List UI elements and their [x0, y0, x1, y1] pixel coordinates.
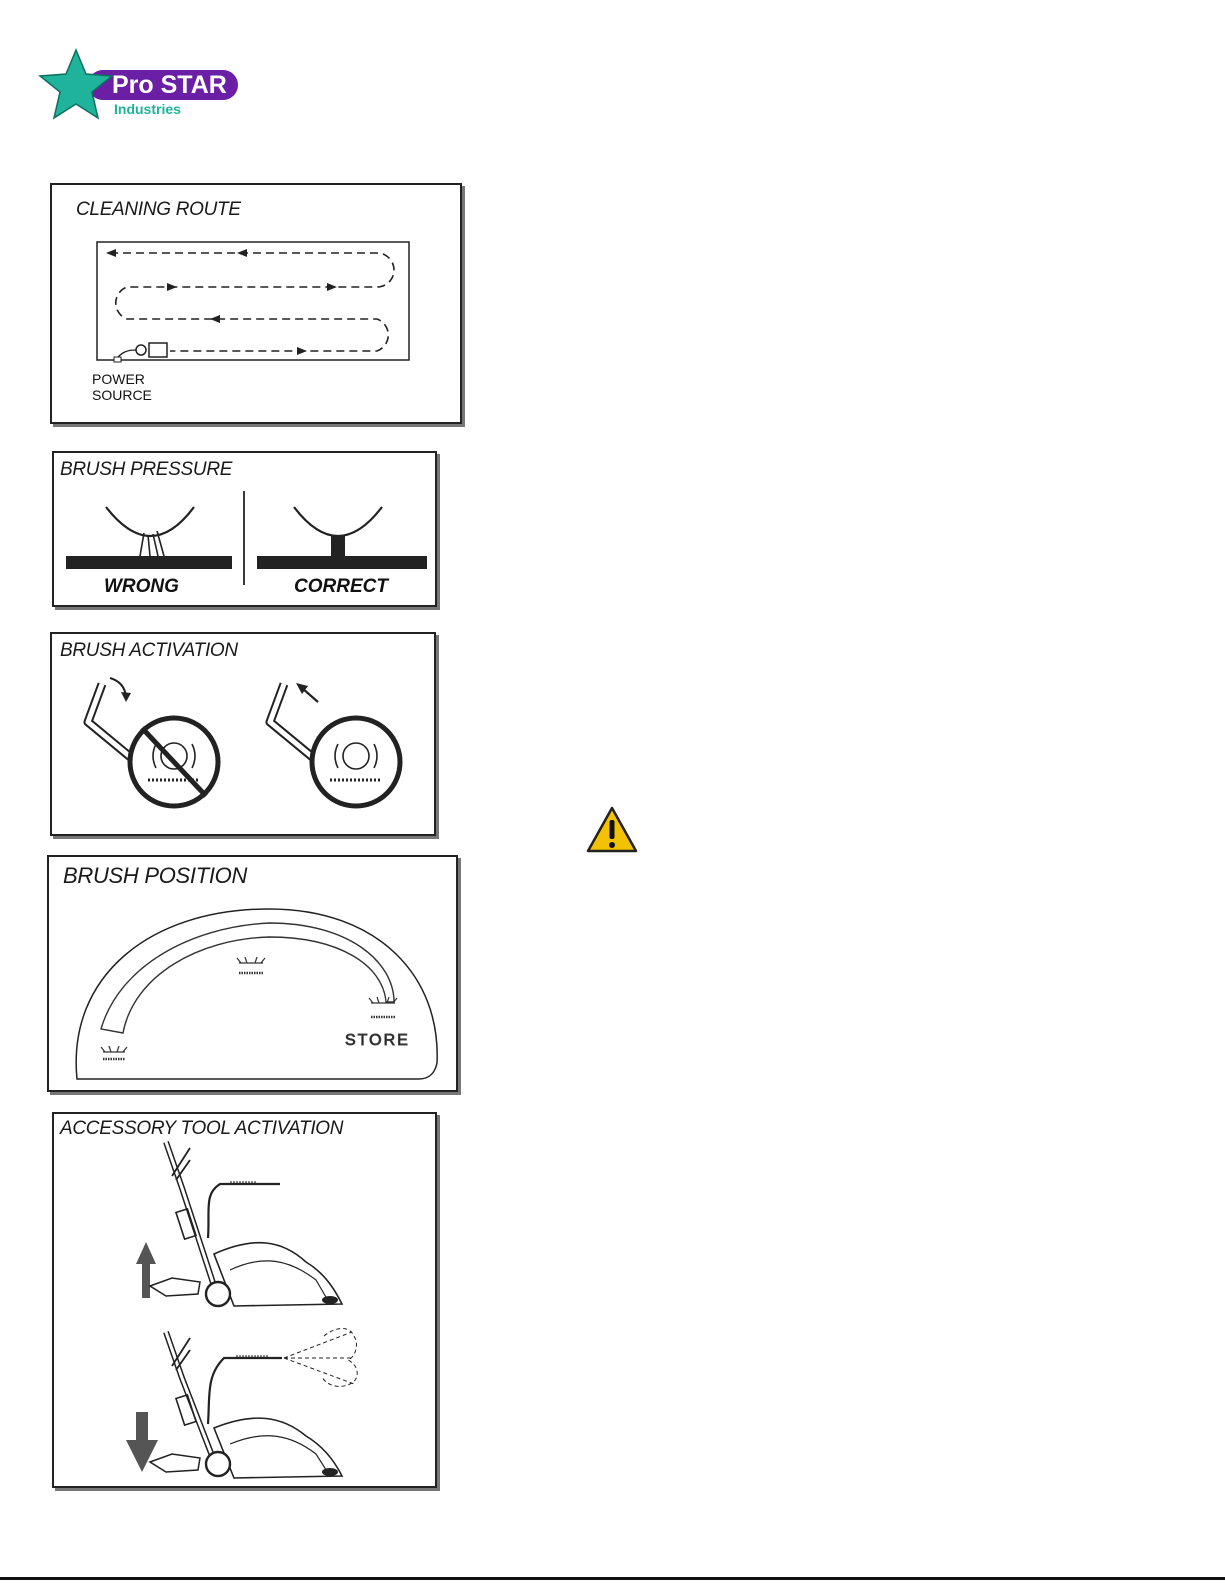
warning-triangle-icon [586, 806, 638, 854]
prostar-logo [36, 48, 246, 120]
bristles-upright-icon [331, 535, 345, 557]
arrow-right-icon [297, 347, 307, 355]
arrow-right-icon [167, 283, 177, 291]
panel-title: BRUSH PRESSURE [60, 459, 233, 480]
arrow-left-icon [210, 315, 220, 323]
logo-name: Pro STAR [112, 71, 227, 99]
panel-title: BRUSH ACTIVATION [60, 640, 238, 661]
brush-correct-icon [294, 507, 382, 536]
arrow-up-icon [136, 1242, 156, 1298]
source-label: SOURCE [92, 387, 152, 403]
accessory-tool-diagram [54, 1114, 439, 1490]
brush-activation-panel [50, 632, 436, 836]
floor-wrong [66, 556, 232, 569]
star-icon [40, 50, 112, 118]
dial-slot [101, 923, 394, 1033]
brush-pressure-panel [52, 451, 437, 607]
outlet-icon [114, 357, 121, 362]
arrow-left-icon [237, 249, 247, 257]
cleaning-route-panel [50, 183, 462, 424]
machine-icon [149, 343, 167, 357]
panel-title: CLEANING ROUTE [76, 199, 241, 220]
panel-title: BRUSH POSITION [63, 863, 248, 888]
cord-reel-icon [136, 345, 146, 355]
position-high-icon [369, 997, 397, 1017]
power-label: POWER [92, 371, 145, 387]
power-cord [118, 350, 136, 357]
brush-position-panel [47, 855, 458, 1092]
machine-bottom-illustration [126, 1329, 357, 1479]
foot-icon [150, 1454, 200, 1472]
position-mid-icon [237, 957, 265, 973]
page-bottom-rule [0, 1577, 1225, 1580]
hose [208, 1358, 282, 1424]
cleaning-path [110, 253, 394, 351]
floor-correct [257, 556, 427, 569]
brush-activation-diagram [52, 634, 438, 838]
machine-top-illustration [136, 1142, 342, 1306]
brush-pressure-diagram [54, 453, 439, 609]
position-low-icon [101, 1046, 127, 1059]
store-label: STORE [345, 1032, 410, 1049]
dial-outline [76, 909, 437, 1079]
arrow-right-icon [327, 283, 337, 291]
spray-icon [284, 1332, 354, 1384]
logo-subtitle: Industries [114, 101, 181, 117]
panel-title: ACCESSORY TOOL ACTIVATION [60, 1118, 344, 1139]
foot-icon [150, 1278, 200, 1296]
cleaning-route-diagram [52, 185, 464, 426]
brush-position-diagram [49, 857, 460, 1094]
wrong-label: WRONG [104, 576, 179, 597]
room-outline [97, 242, 409, 360]
correct-label: CORRECT [294, 576, 388, 597]
accessory-tool-panel [52, 1112, 437, 1488]
brush-wrong-icon [106, 507, 194, 536]
hose [208, 1184, 280, 1238]
arrow-left-icon [106, 249, 116, 257]
brush-circle-icon [312, 718, 400, 806]
